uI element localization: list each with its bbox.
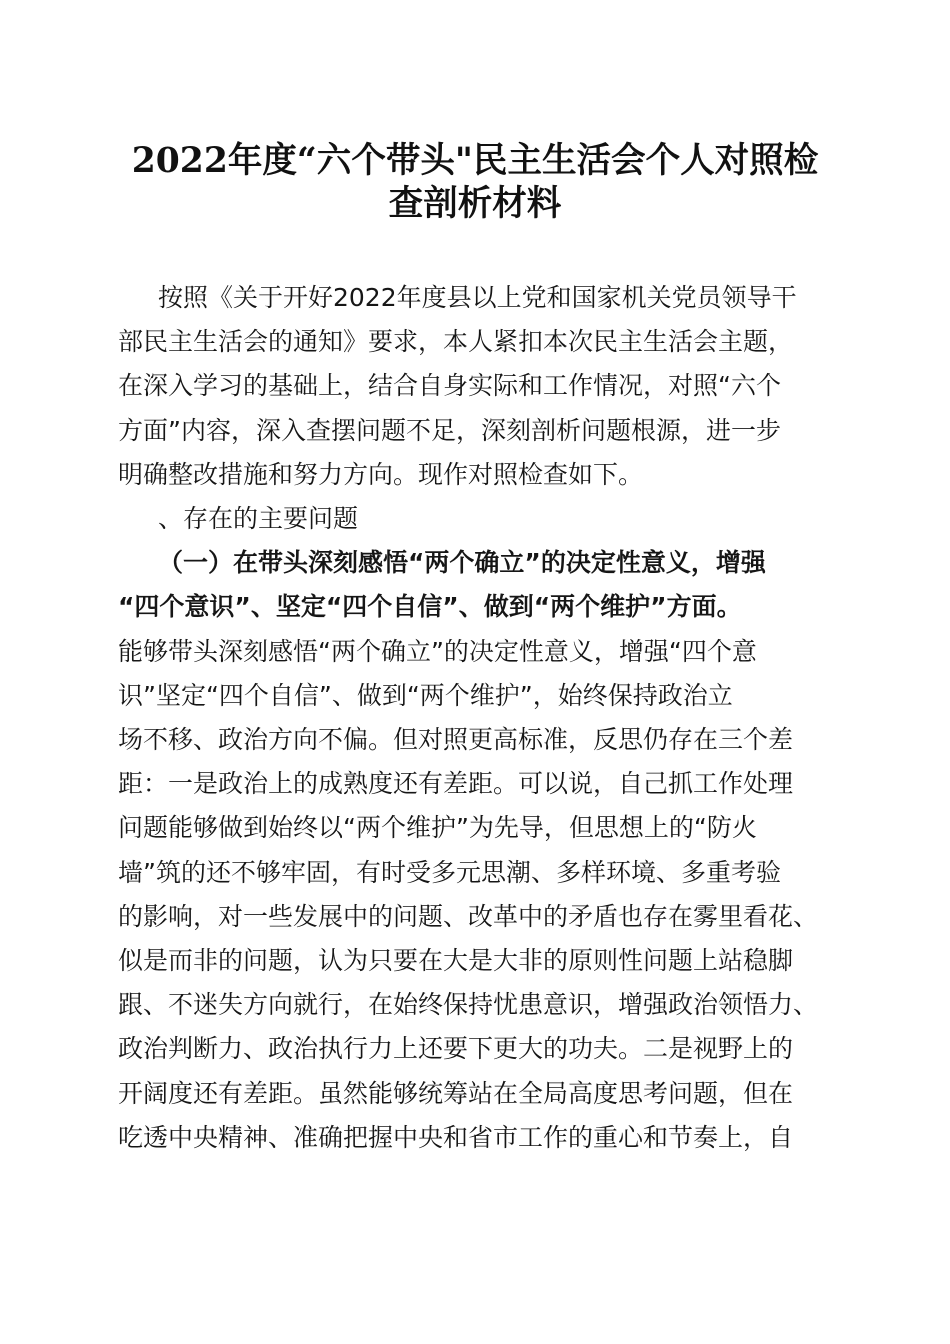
body-line: 距：一是政治上的成熟度还有差距。可以说，自己抓工作处理 — [118, 769, 794, 799]
body-line: 能够带头深刻感悟“两个确立”的决定性意义，增强“四个意 — [118, 636, 757, 666]
document-title-line-1: 2022年度“六个带头"民主生活会个人对照检 — [131, 140, 819, 181]
body-line: 政治判断力、政治执行力上还要下更大的功夫。二是视野上的 — [118, 1034, 794, 1064]
body-line: 问题能够做到始终以“两个维护”为先导，但思想上的“防火 — [118, 813, 757, 843]
body-line: 跟、不迷失方向就行，在始终保持忧患意识，增强政治领悟力、 — [118, 990, 819, 1020]
body-line: 似是而非的问题，认为只要在大是大非的原则性问题上站稳脚 — [118, 946, 794, 975]
body-line: 墙”筑的还不够牢固，有时受多元思潮、多样环境、多重考验 — [118, 857, 781, 887]
body-line: 部民主生活会的通知》要求，本人紧扣本次民主生活会主题， — [118, 327, 794, 357]
body-line: 按照《关于开好2022年度县以上党和国家机关党员领导干 — [158, 283, 797, 312]
body-line: 的影响，对一些发展中的问题、改革中的矛盾也存在雾里看花、 — [118, 901, 819, 931]
body-line: 明确整改措施和努力方向。现作对照检查如下。 — [118, 459, 644, 489]
document-title-line-2: 查剖析材料 — [388, 183, 562, 224]
body-line: 识”坚定“四个自信”、做到“两个维护”，始终保持政治立 — [118, 680, 733, 710]
subsection-heading: （一）在带头深刻感悟“两个确立”的决定性意义，增强 — [158, 548, 766, 578]
body-line: 在深入学习的基础上，结合自身实际和工作情况，对照“六个 — [118, 371, 781, 401]
body-line: 方面”内容，深入查摆问题不足，深刻剖析问题根源，进一步 — [118, 415, 781, 445]
body-line: 吃透中央精神、准确把握中央和省市工作的重心和节奏上，自 — [118, 1122, 794, 1152]
subsection-heading: “四个意识”、坚定“四个自信”、做到“两个维护”方面。 — [118, 592, 742, 622]
section-heading: 、存在的主要问题 — [158, 504, 359, 533]
body-line: 开阔度还有差距。虽然能够统筹站在全局高度思考问题，但在 — [118, 1078, 794, 1108]
body-line: 场不移、政治方向不偏。但对照更高标准，反思仍存在三个差 — [118, 725, 794, 754]
